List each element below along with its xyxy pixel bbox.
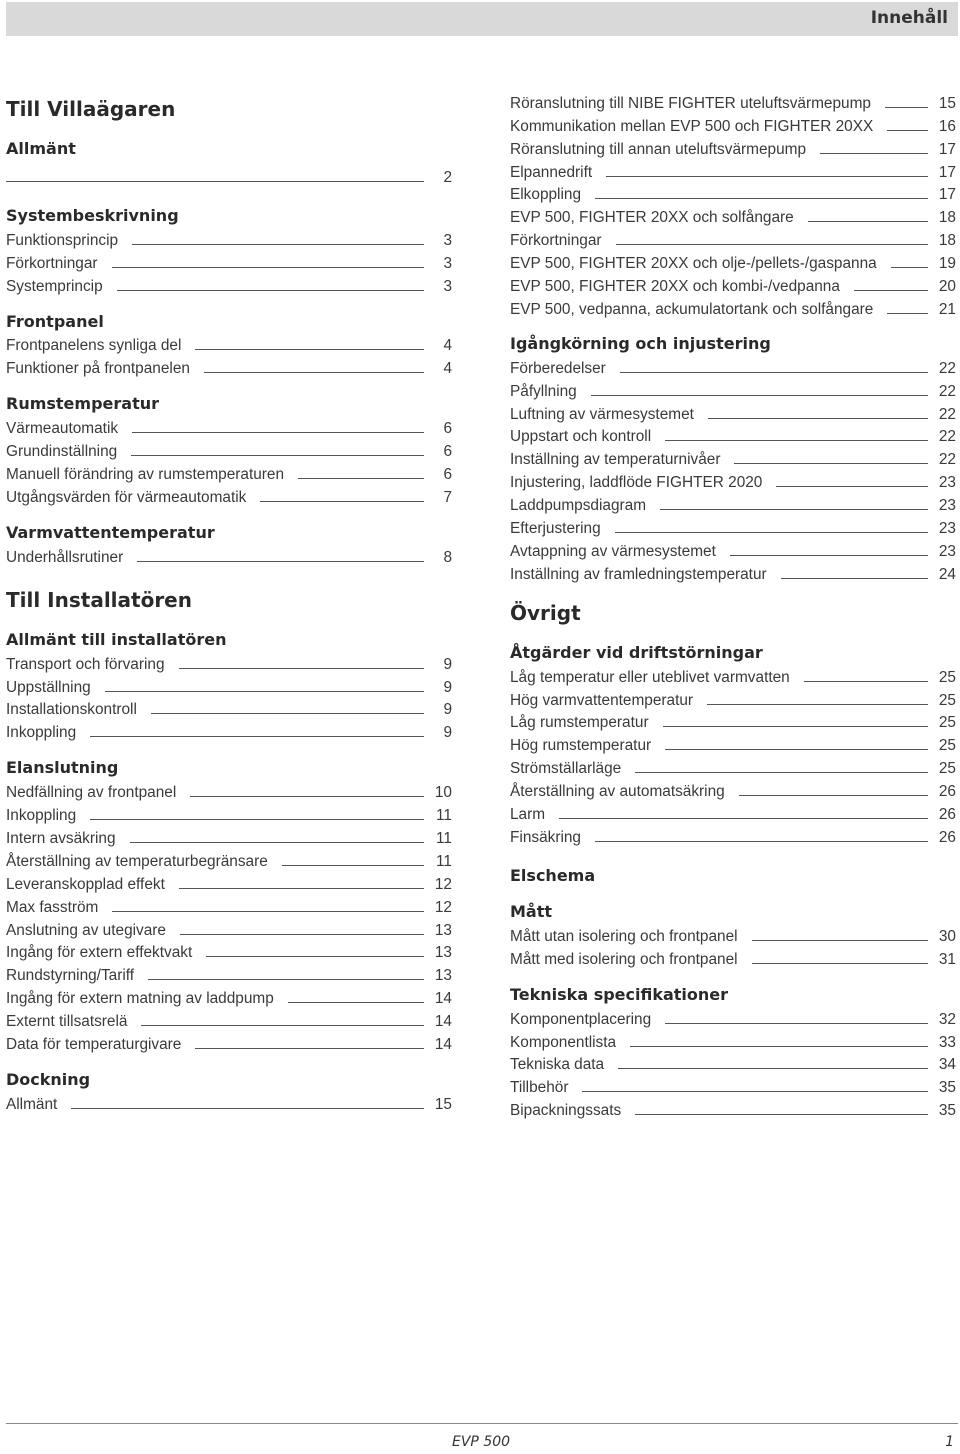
toc-page-number: 26	[938, 806, 956, 824]
toc-entry-label: Ingång för extern matning av laddpump	[6, 990, 274, 1008]
toc-entry[interactable]	[6, 415, 452, 438]
toc-entry[interactable]	[6, 250, 452, 273]
toc-leader-line	[891, 267, 928, 268]
toc-entry[interactable]	[510, 778, 956, 801]
toc-entry-label: Ingång för extern effektvakt	[6, 944, 193, 962]
toc-entry-label: Manuell förändring av rumstemperaturen	[6, 466, 285, 484]
toc-leader-line	[665, 1023, 928, 1024]
toc-page-number: 13	[434, 967, 452, 985]
toc-entry[interactable]	[510, 710, 956, 733]
toc-entry-label: Komponentlista	[510, 1033, 617, 1051]
toc-entry-label: Utgångsvärden för värmeautomatik	[6, 488, 247, 506]
toc-entry-label: Förkortningar	[510, 232, 602, 250]
toc-entry[interactable]	[510, 664, 956, 687]
toc-leader-line	[616, 244, 928, 245]
toc-leader-line	[885, 107, 928, 108]
toc-leader-line	[887, 313, 928, 314]
toc-leader-line	[606, 176, 928, 177]
toc-entry[interactable]	[510, 824, 956, 847]
toc-entry[interactable]	[6, 719, 452, 742]
toc-page-number: 23	[938, 520, 956, 538]
toc-page-number: 25	[938, 714, 956, 732]
toc-major-heading: Övrigt	[510, 600, 581, 625]
toc-leader-line	[131, 455, 424, 456]
toc-entry-label: Intern avsäkring	[6, 830, 116, 848]
toc-entry-label: EVP 500, FIGHTER 20XX och kombi-/vedpanna	[510, 278, 840, 296]
toc-page-number: 11	[436, 830, 452, 848]
toc-leader-line	[663, 726, 928, 727]
toc-entry-label: Låg temperatur eller uteblivet varmvatten	[510, 668, 790, 686]
toc-entry-label: EVP 500, FIGHTER 20XX och solfångare	[510, 209, 794, 227]
toc-entry-label: Laddpumpsdiagram	[510, 497, 647, 515]
toc-entry-label: Anslutning av utegivare	[6, 921, 166, 939]
toc-page-number: 13	[434, 921, 452, 939]
toc-entry-label: Underhållsrutiner	[6, 548, 124, 566]
toc-entry[interactable]	[6, 1091, 452, 1114]
toc-leader-line	[90, 736, 424, 737]
toc-page-number: 23	[938, 474, 956, 492]
toc-entry[interactable]	[510, 1029, 956, 1052]
toc-leader-line	[195, 349, 424, 350]
toc-entry[interactable]	[510, 1006, 956, 1029]
toc-page-number: 22	[938, 405, 956, 423]
toc-section-heading: Mått	[510, 901, 553, 921]
toc-entry[interactable]	[510, 446, 956, 469]
toc-page-number: 31	[938, 950, 956, 968]
toc-entry-label: Inkoppling	[6, 807, 77, 825]
toc-entry[interactable]	[510, 1074, 956, 1097]
toc-entry-label: Grundinställning	[6, 443, 118, 461]
toc-entry-label: Funktionsprincip	[6, 231, 119, 249]
toc-section-heading: Åtgärder vid driftstörningar	[510, 642, 763, 662]
toc-leader-line	[595, 198, 928, 199]
toc-entry[interactable]	[6, 848, 452, 871]
toc-column-left	[6, 90, 452, 1114]
toc-entry[interactable]	[6, 779, 452, 802]
toc-leader-line	[734, 463, 928, 464]
toc-entry[interactable]	[510, 946, 956, 969]
toc-entry[interactable]	[510, 90, 956, 113]
toc-page-number: 16	[938, 117, 956, 135]
toc-page-number: 3	[443, 254, 452, 272]
footer-page-number: 1	[945, 1434, 954, 1450]
toc-entry-label: Max fasström	[6, 898, 99, 916]
toc-page-number: 17	[938, 163, 956, 181]
toc-leader-line	[752, 940, 928, 941]
toc-section-heading: Dockning	[6, 1070, 91, 1090]
toc-entry[interactable]	[510, 923, 956, 946]
toc-leader-line	[620, 372, 928, 373]
toc-section-heading: Elanslutning	[6, 758, 119, 778]
toc-page-number: 3	[443, 231, 452, 249]
toc-entry-label: EVP 500, FIGHTER 20XX och olje-/pellets-/gaspanna	[510, 255, 877, 273]
toc-page-number: 9	[443, 678, 452, 696]
toc-page-number: 24	[938, 565, 956, 583]
toc-page-number: 17	[938, 140, 956, 158]
toc-leader-line	[635, 1114, 928, 1115]
toc-entry-label: Komponentplacering	[510, 1010, 652, 1028]
toc-entry[interactable]	[6, 355, 452, 378]
toc-entry[interactable]	[6, 985, 452, 1008]
toc-entry-label: Låg rumstemperatur	[510, 714, 649, 732]
toc-entry-label: Elkoppling	[510, 186, 582, 204]
toc-entry[interactable]	[510, 561, 956, 584]
toc-entry-label: Hög rumstemperatur	[510, 737, 652, 755]
toc-page-number: 26	[938, 828, 956, 846]
toc-entry-label: Systemprincip	[6, 277, 103, 295]
toc-entry[interactable]	[6, 1008, 452, 1031]
toc-entry[interactable]	[6, 164, 452, 187]
toc-leader-line	[148, 979, 424, 980]
toc-entry-label: Installationskontroll	[6, 701, 137, 719]
toc-leader-line	[630, 1046, 928, 1047]
toc-entry[interactable]	[510, 378, 956, 401]
toc-entry[interactable]	[6, 962, 452, 985]
toc-entry[interactable]	[510, 801, 956, 824]
toc-entry-label: Leveranskopplad effekt	[6, 875, 165, 893]
toc-page-number: 18	[938, 232, 956, 250]
toc-entry[interactable]	[510, 113, 956, 136]
toc-leader-line	[660, 509, 928, 510]
toc-section-heading: Allmänt	[6, 139, 76, 158]
toc-entry-label: Återställning av temperaturbegränsare	[6, 852, 268, 870]
toc-entry-label: Mått med isolering och frontpanel	[510, 950, 738, 968]
toc-page-number: 22	[938, 428, 956, 446]
toc-leader-line	[117, 290, 424, 291]
toc-page-number: 4	[443, 360, 452, 378]
toc-entry-label: Funktioner på frontpanelen	[6, 360, 190, 378]
toc-page-number: 14	[434, 1013, 452, 1031]
toc-entry-label: Data för temperaturgivare	[6, 1036, 182, 1054]
toc-entry[interactable]	[510, 1097, 956, 1120]
toc-page-number: 9	[443, 724, 452, 742]
toc-entry-label: Finsäkring	[510, 828, 581, 846]
toc-leader-line	[132, 432, 424, 433]
toc-leader-line	[288, 1002, 424, 1003]
toc-page-number: 14	[434, 1036, 452, 1054]
toc-page-number: 8	[443, 548, 452, 566]
toc-page-number: 35	[938, 1079, 956, 1097]
toc-entry-label: Inkoppling	[6, 724, 77, 742]
toc-leader-line	[204, 372, 424, 373]
toc-page-number: 35	[938, 1102, 956, 1120]
toc-leader-line	[781, 578, 928, 579]
toc-leader-line	[804, 681, 928, 682]
toc-page-number: 11	[436, 807, 452, 825]
toc-page-number: 33	[938, 1033, 956, 1051]
toc-entry[interactable]	[6, 871, 452, 894]
toc-page-number: 30	[938, 927, 956, 945]
toc-leader-line	[707, 704, 928, 705]
toc-entry[interactable]	[510, 159, 956, 182]
toc-leader-line	[141, 1025, 424, 1026]
toc-entry-label: Påfyllning	[510, 382, 577, 400]
toc-page-number: 19	[938, 255, 956, 273]
toc-entry[interactable]	[510, 136, 956, 159]
toc-page-number: 21	[938, 300, 956, 318]
toc-entry-label: Strömställarläge	[510, 760, 622, 778]
footer-divider	[6, 1423, 958, 1424]
toc-page-number: 22	[938, 382, 956, 400]
toc-page-number: 23	[938, 497, 956, 515]
toc-entry[interactable]	[510, 273, 956, 296]
toc-leader-line	[582, 1091, 928, 1092]
toc-page-number: 22	[938, 451, 956, 469]
toc-section-heading: Igångkörning och injustering	[510, 333, 771, 353]
toc-leader-line	[71, 1108, 424, 1109]
toc-page-number: 25	[938, 737, 956, 755]
toc-page-number: 12	[434, 875, 452, 893]
toc-page-number: 25	[938, 668, 956, 686]
toc-entry-label: Bipackningssats	[510, 1102, 622, 1120]
toc-entry[interactable]	[510, 182, 956, 205]
toc-entry[interactable]	[6, 697, 452, 720]
toc-leader-line	[90, 819, 424, 820]
toc-leader-line	[887, 130, 928, 131]
toc-entry[interactable]	[510, 401, 956, 424]
toc-section-heading: Elschema	[510, 865, 596, 885]
toc-page-number: 6	[443, 443, 452, 461]
toc-entry-label: Värmeautomatik	[6, 420, 119, 438]
toc-entry[interactable]	[510, 687, 956, 710]
toc-entry-label: Nedfällning av frontpanel	[6, 784, 177, 802]
toc-page-number: 7	[443, 488, 452, 506]
toc-entry[interactable]	[510, 355, 956, 378]
toc-page-number: 23	[938, 542, 956, 560]
toc-entry-label: Förberedelser	[510, 359, 606, 377]
toc-entry-label: Hög varmvattentemperatur	[510, 691, 694, 709]
toc-section-heading: Frontpanel	[6, 311, 104, 331]
toc-entry[interactable]	[510, 538, 956, 561]
toc-page-number: 2	[443, 168, 452, 186]
toc-page-number: 22	[938, 359, 956, 377]
toc-entry[interactable]	[510, 227, 956, 250]
toc-page-number: 6	[443, 466, 452, 484]
toc-entry[interactable]	[510, 424, 956, 447]
toc-leader-line	[105, 691, 424, 692]
toc-page-number: 9	[443, 655, 452, 673]
toc-entry[interactable]	[6, 940, 452, 963]
toc-leader-line	[112, 267, 424, 268]
toc-leader-line	[615, 532, 928, 533]
toc-entry-label: Elpannedrift	[510, 163, 593, 181]
toc-leader-line	[808, 221, 928, 222]
toc-leader-line	[137, 561, 424, 562]
toc-entry-label: Förkortningar	[6, 254, 98, 272]
toc-entry[interactable]	[6, 917, 452, 940]
toc-leader-line	[206, 956, 424, 957]
toc-entry-label: Uppställning	[6, 678, 91, 696]
toc-leader-line	[559, 818, 928, 819]
toc-page-number: 25	[938, 760, 956, 778]
toc-leader-line	[282, 865, 424, 866]
toc-leader-line	[179, 888, 424, 889]
toc-leader-line	[665, 440, 928, 441]
toc-section-heading: Rumstemperatur	[6, 394, 159, 414]
toc-entry-label: Avtappning av värmesystemet	[510, 542, 716, 560]
toc-entry-label: Återställning av automatsäkring	[510, 783, 725, 801]
toc-entry-label: Externt tillsatsrelä	[6, 1013, 128, 1031]
toc-entry[interactable]	[510, 492, 956, 515]
toc-entry[interactable]	[6, 544, 452, 567]
toc-entry-label: Inställning av framledningstemperatur	[510, 565, 767, 583]
toc-page-number: 26	[938, 783, 956, 801]
toc-leader-line	[854, 290, 928, 291]
toc-leader-line	[6, 181, 424, 182]
toc-entry-label: Luftning av värmesystemet	[510, 405, 694, 423]
toc-major-heading: Till Installatören	[6, 587, 192, 612]
toc-entry[interactable]	[6, 461, 452, 484]
toc-page-number: 11	[436, 852, 452, 870]
toc-leader-line	[179, 668, 424, 669]
toc-page-number: 14	[434, 990, 452, 1008]
toc-page-number: 3	[443, 277, 452, 295]
toc-leader-line	[595, 841, 928, 842]
toc-leader-line	[130, 842, 424, 843]
toc-column-right	[510, 90, 956, 1120]
toc-leader-line	[752, 963, 928, 964]
toc-leader-line	[591, 395, 928, 396]
toc-page-number: 15	[938, 94, 956, 112]
toc-entry[interactable]	[510, 296, 956, 319]
toc-leader-line	[112, 911, 424, 912]
toc-entry-label: Inställning av temperaturnivåer	[510, 451, 721, 469]
toc-entry-label: Allmänt	[6, 1095, 58, 1113]
toc-page-number: 32	[938, 1010, 956, 1028]
toc-entry-label: Kommunikation mellan EVP 500 och FIGHTER 20XX	[510, 117, 874, 135]
toc-leader-line	[739, 795, 928, 796]
toc-entry-label: Tekniska data	[510, 1056, 605, 1074]
toc-leader-line	[190, 796, 424, 797]
toc-section-heading: Varmvattentemperatur	[6, 522, 215, 542]
toc-entry-label: Rundstyrning/Tariff	[6, 967, 135, 985]
toc-section-heading: Allmänt till installatören	[6, 629, 227, 649]
toc-entry-label: Transport och förvaring	[6, 655, 165, 673]
toc-leader-line	[618, 1068, 928, 1069]
toc-entry[interactable]	[510, 732, 956, 755]
toc-leader-line	[820, 153, 928, 154]
toc-entry[interactable]	[510, 204, 956, 227]
toc-entry-label: Larm	[510, 806, 546, 824]
toc-entry[interactable]	[510, 755, 956, 778]
toc-entry[interactable]	[510, 250, 956, 273]
toc-leader-line	[132, 244, 424, 245]
toc-entry-label: Tillbehör	[510, 1079, 569, 1097]
toc-page-number: 9	[443, 701, 452, 719]
toc-entry-label: EVP 500, vedpanna, ackumulatortank och solfångare	[510, 300, 874, 318]
toc-entry[interactable]	[6, 651, 452, 674]
toc-entry[interactable]	[510, 1052, 956, 1075]
toc-entry[interactable]	[6, 333, 452, 356]
toc-page-number: 25	[938, 691, 956, 709]
toc-entry[interactable]	[6, 1031, 452, 1054]
toc-major-heading: Till Villaägaren	[6, 97, 176, 121]
toc-page-number: 15	[434, 1095, 452, 1113]
toc-leader-line	[635, 772, 928, 773]
toc-leader-line	[195, 1048, 424, 1049]
toc-page-number: 34	[938, 1056, 956, 1074]
toc-page-number: 18	[938, 209, 956, 227]
toc-entry-label: Röranslutning till annan uteluftsvärmepump	[510, 140, 807, 158]
toc-entry[interactable]	[6, 894, 452, 917]
toc-entry[interactable]	[6, 825, 452, 848]
toc-entry[interactable]	[6, 484, 452, 507]
toc-leader-line	[298, 478, 424, 479]
toc-section-heading: Systembeskrivning	[6, 205, 179, 225]
toc-leader-line	[730, 555, 928, 556]
toc-page-number: 13	[434, 944, 452, 962]
toc-entry[interactable]	[6, 227, 452, 250]
toc-entry[interactable]	[510, 469, 956, 492]
toc-entry-label: Frontpanelens synliga del	[6, 337, 182, 355]
toc-page-number: 10	[434, 784, 452, 802]
toc-entry-label: Efterjustering	[510, 520, 601, 538]
toc-entry-label: Injustering, laddflöde FIGHTER 2020	[510, 474, 763, 492]
toc-entry-label: Uppstart och kontroll	[510, 428, 652, 446]
page-title: Innehåll	[870, 8, 948, 28]
toc-entry-label: Mått utan isolering och frontpanel	[510, 927, 738, 945]
toc-page-number: 20	[938, 278, 956, 296]
toc-entry[interactable]	[6, 273, 452, 296]
toc-leader-line	[776, 486, 928, 487]
toc-entry[interactable]	[6, 438, 452, 461]
toc-entry[interactable]	[6, 674, 452, 697]
toc-section-heading: Tekniska specifikationer	[510, 984, 729, 1004]
toc-leader-line	[151, 713, 424, 714]
toc-page-number: 6	[443, 420, 452, 438]
toc-leader-line	[260, 501, 424, 502]
toc-entry[interactable]	[510, 515, 956, 538]
header-bar	[6, 2, 958, 36]
toc-page-number: 17	[938, 186, 956, 204]
toc-page-number: 4	[443, 337, 452, 355]
toc-page-number: 12	[434, 898, 452, 916]
toc-leader-line	[180, 934, 424, 935]
toc-leader-line	[708, 418, 928, 419]
footer-product-name: EVP 500	[452, 1434, 511, 1450]
toc-entry[interactable]	[6, 802, 452, 825]
toc-leader-line	[665, 749, 928, 750]
toc-entry-label: Röranslutning till NIBE FIGHTER uteluftsvärmepump	[510, 94, 871, 112]
